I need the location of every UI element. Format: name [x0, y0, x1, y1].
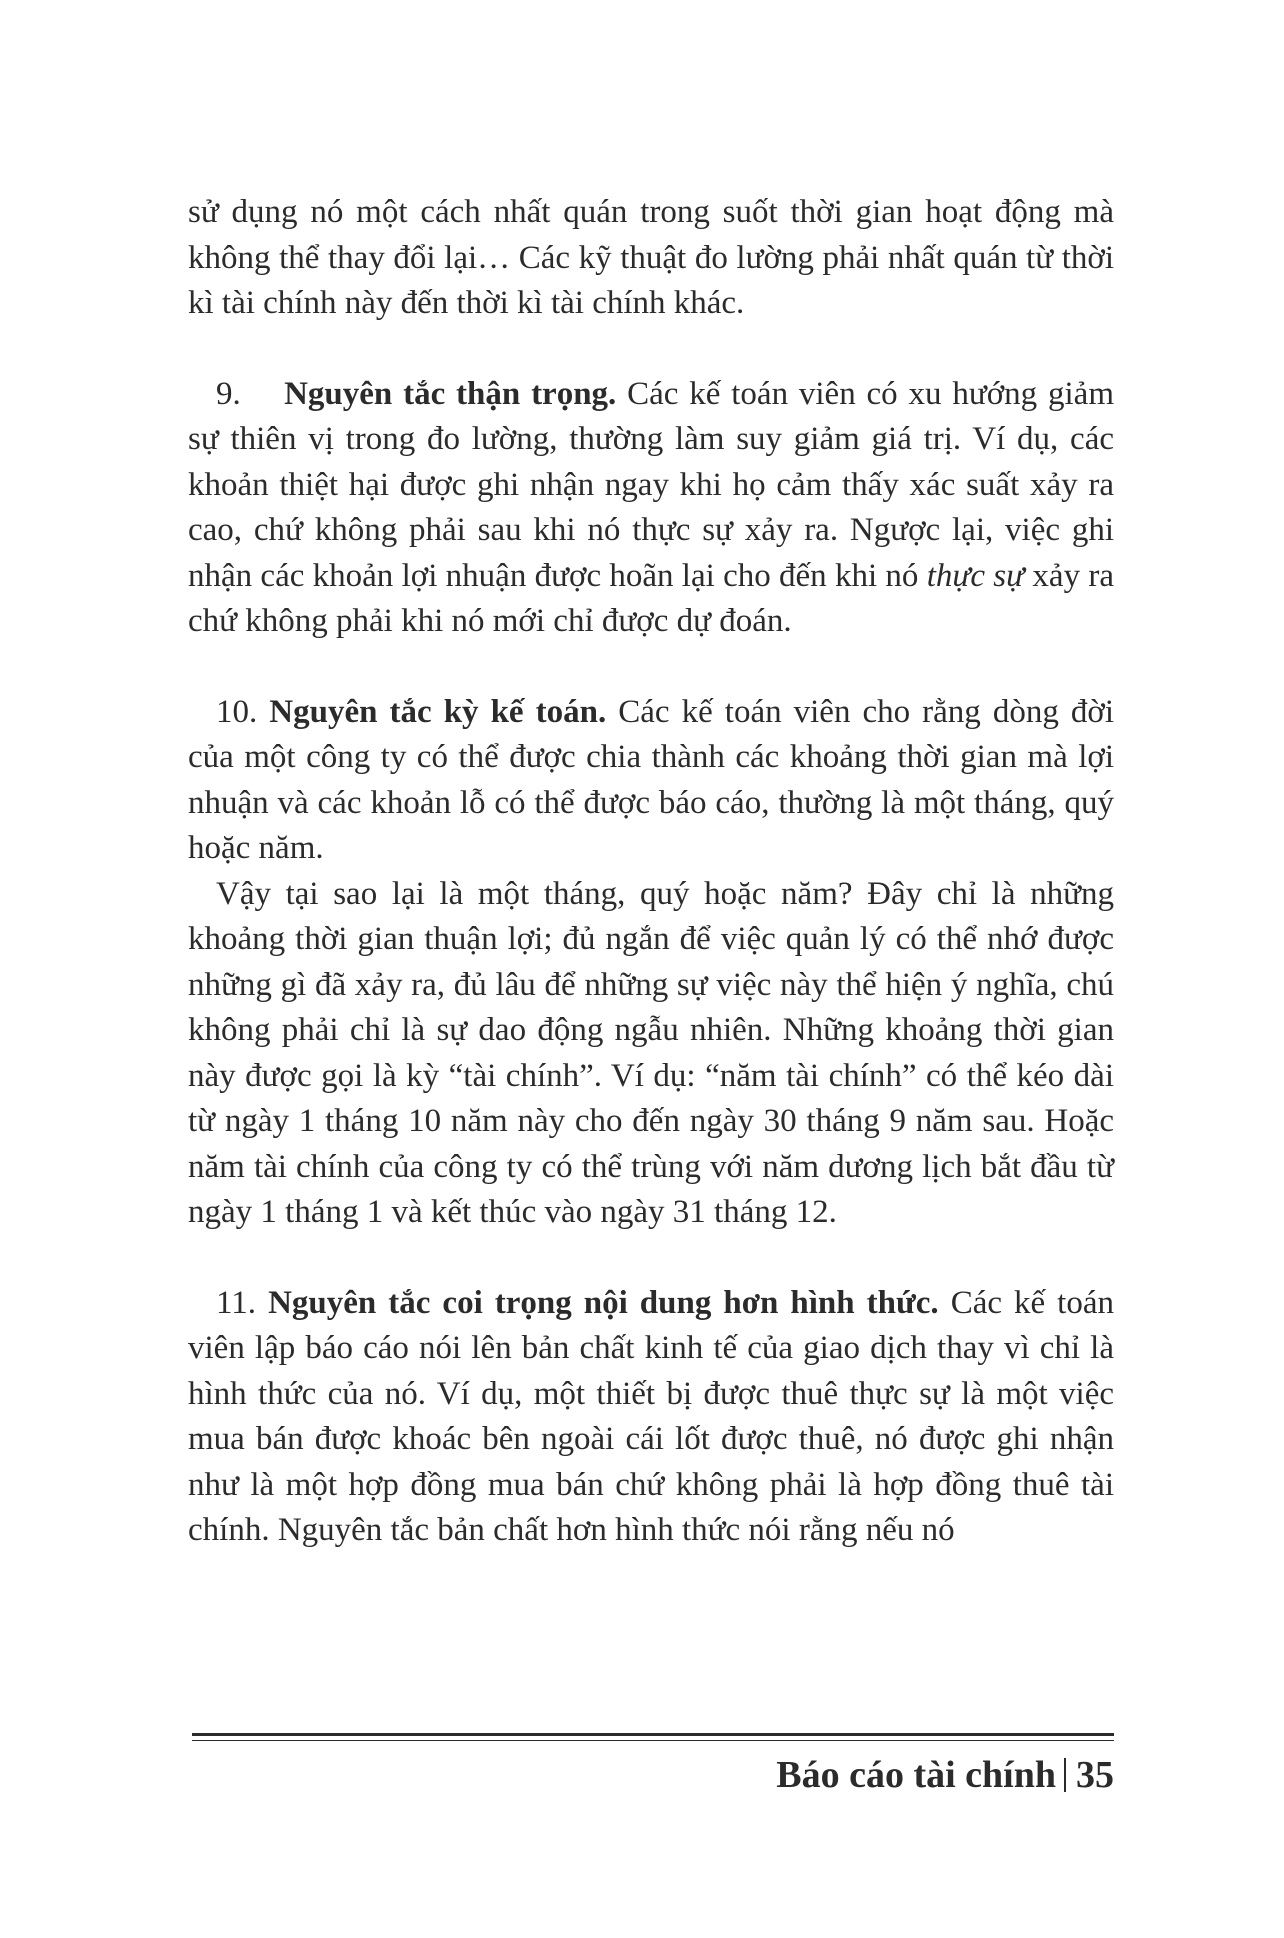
section-10-followup: Vậy tại sao lại là một tháng, quý hoặc năm? Đây chỉ là những khoảng thời gian thuận lợi; đủ ngắn để việc quản lý có thể nhớ được những gì đã xảy ra, đủ lâu để những sự việc này thể hiện ý nghĩa, chú không phải chỉ là sự dao động ngẫu nhiên. Những khoảng thời gian này được gọi là kỳ “tài chính”. Ví dụ: “năm tài chính” có thể kéo dài từ ngày 1 tháng 10 năm này cho đến ngày 30 tháng 9 năm sau. Hoặc năm tài chính của công ty có thể trùng với năm dương lịch bắt đầu từ ngày 1 tháng 1 và kết thúc vào ngày 31 tháng 12.: [188, 875, 1114, 1230]
page-body: [188, 190, 1114, 1554]
section-11-number: 11.: [216, 1284, 257, 1321]
section-11-heading: Nguyên tắc coi trọng nội dung hơn hình thức.: [268, 1284, 939, 1321]
section-10-number: 10.: [216, 693, 258, 730]
section-9-body-part2: xảy ra chứ không phải khi nó mới chỉ được dự đoán.: [188, 557, 1114, 639]
section-9-number: 9.: [216, 375, 241, 412]
intro-paragraph: sử dụng nó một cách nhất quán trong suốt thời gian hoạt động mà không thể thay đổi lại… Các kỹ thuật đo lường phải nhất quán từ thời kì tài chính này đến thời kì tài chính khác.: [188, 194, 1114, 321]
section-10-paragraph: [188, 690, 1114, 872]
section-9-body-part1: Các kế toán viên có xu hướng giảm sự thiên vị trong đo lường, thường làm suy giảm giá trị. Ví dụ, các khoản thiệt hại được ghi nhận ngay khi họ cảm thấy xác suất xảy ra cao, chứ không phải sau khi nó thực sự xảy ra. Ngược lại, việc ghi nhận các khoản lợi nhuận được hoãn lại cho đến khi nó: [188, 375, 1114, 594]
page-footer: [776, 1745, 1114, 1805]
section-10-body: Các kế toán viên cho rằng dòng đời của một công ty có thể được chia thành các khoảng thời gian mà lợi nhuận và các khoản lỗ có thể được báo cáo, thường là một tháng, quý hoặc năm.: [188, 693, 1114, 866]
section-9-heading: Nguyên tắc thận trọng.: [284, 375, 617, 412]
section-11-body: Các kế toán viên lập báo cáo nói lên bản chất kinh tế của giao dịch thay vì chỉ là hình thức của nó. Ví dụ, một thiết bị được thuê thực sự là một việc mua bán được khoác bên ngoài cái lốt được thuê, nó được ghi nhận như là một hợp đồng mua bán chứ không phải là hợp đồng thuê tài chính. Nguyên tắc bản chất hơn hình thức nói rằng nếu nó: [188, 1284, 1114, 1548]
footer-title: Báo cáo tài chính: [776, 1754, 1056, 1796]
section-9-body-italic: thực sự: [926, 557, 1025, 594]
section-9-paragraph: [188, 372, 1114, 645]
page-number: 35: [1076, 1754, 1114, 1796]
footer-rule-thin: [192, 1740, 1114, 1741]
footer-separator: [1064, 1758, 1066, 1792]
footer-rule-thick: [192, 1733, 1114, 1736]
section-10-heading: Nguyên tắc kỳ kế toán.: [269, 693, 607, 730]
section-11-paragraph: [188, 1281, 1114, 1554]
